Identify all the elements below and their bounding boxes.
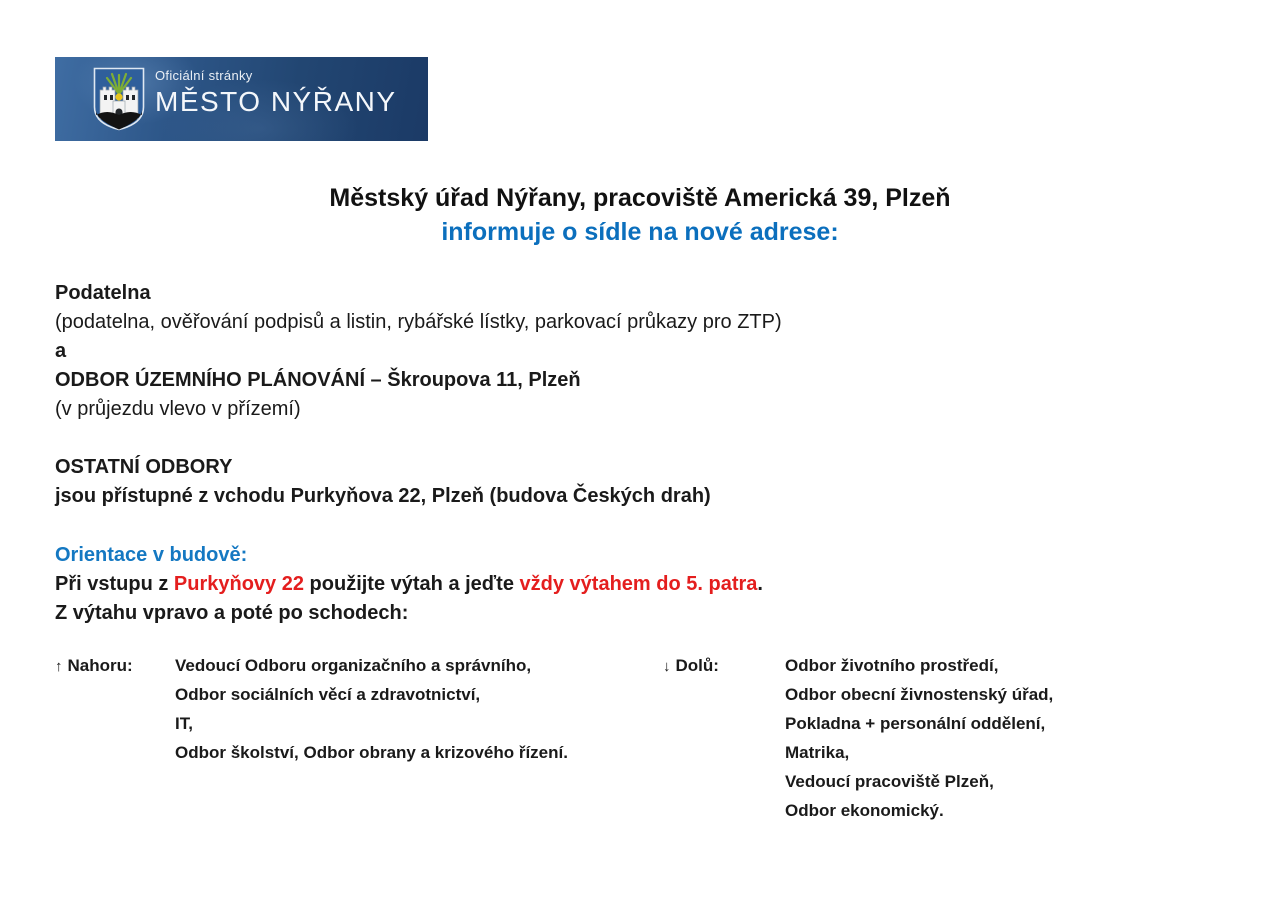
ostatni-odbory-heading: OSTATNÍ ODBORY [55,456,233,478]
direction-up-label [55,651,133,681]
entry-text: použijte výtah a jeďte [303,573,520,595]
up-label-text: Nahoru: [67,656,133,675]
document-title-block [0,181,1280,249]
section-podatelna [55,279,782,424]
odbor-uzemniho-planovani-line: ODBOR ÚZEMNÍHO PLÁNOVÁNÍ – Škroupova 11, Plzeň [55,369,581,391]
podatelna-heading: Podatelna [55,282,151,304]
orientace-heading: Orientace v budově: [55,544,248,566]
entry-floor-highlight: vždy výtahem do 5. patra [519,573,758,595]
direction-item: Vedoucí Odboru organizačního a správního, [175,656,532,675]
podatelna-detail: (podatelna, ověřování podpisů a listin, rybářské lístky, parkovací průkazy pro ZTP) [55,311,782,333]
direction-item: Odbor sociálních věcí a zdravotnictví, [175,685,481,704]
page-title: Městský úřad Nýřany, pracoviště Americká 39, Plzeň [329,184,951,212]
direction-down-list [785,651,1053,825]
odbor-uzemniho-planovani-detail: (v průjezdu vlevo v přízemí) [55,398,301,420]
entry-text: . [757,573,763,595]
podatelna-connector: a [55,340,67,362]
direction-item: Pokladna + personální oddělení, [785,714,1046,733]
banner-text [155,68,397,118]
direction-item: Vedoucí pracoviště Plzeň, [785,772,994,791]
direction-item: Matrika, [785,743,850,762]
direction-item: Odbor obecní živnostenský úřad, [785,685,1054,704]
direction-item: IT, [175,714,193,733]
down-label-text: Dolů: [675,656,719,675]
nyrany-coat-of-arms-icon [93,67,145,131]
flower-icon [115,93,122,100]
site-banner [55,57,428,141]
entry-text: Při vstupu z [55,573,174,595]
banner-small-label: Oficiální stránky [155,68,253,83]
entry-street-highlight: Purkyňovy 22 [173,573,304,595]
up-arrow-icon: ↑ [55,658,63,675]
direction-item: Odbor životního prostředí, [785,656,999,675]
down-arrow-icon: ↓ [663,658,671,675]
section-orientace [55,541,763,628]
page-subtitle: informuje o sídle na nové adrese: [441,218,839,246]
direction-item: Odbor školství, Odbor obrany a krizového řízení. [175,743,568,762]
section-ostatni-odbory [55,453,711,511]
direction-item: Odbor ekonomický. [785,801,944,820]
banner-city-title: MĚSTO NÝŘANY [155,86,397,117]
orientace-entry-line [55,570,763,599]
direction-down-label [663,651,719,681]
direction-up-list [175,651,568,767]
orientace-stairs-line: Z výtahu vpravo a poté po schodech: [55,602,409,624]
ostatni-odbory-detail: jsou přístupné z vchodu Purkyňova 22, Plzeň (budova Českých drah) [55,485,711,507]
